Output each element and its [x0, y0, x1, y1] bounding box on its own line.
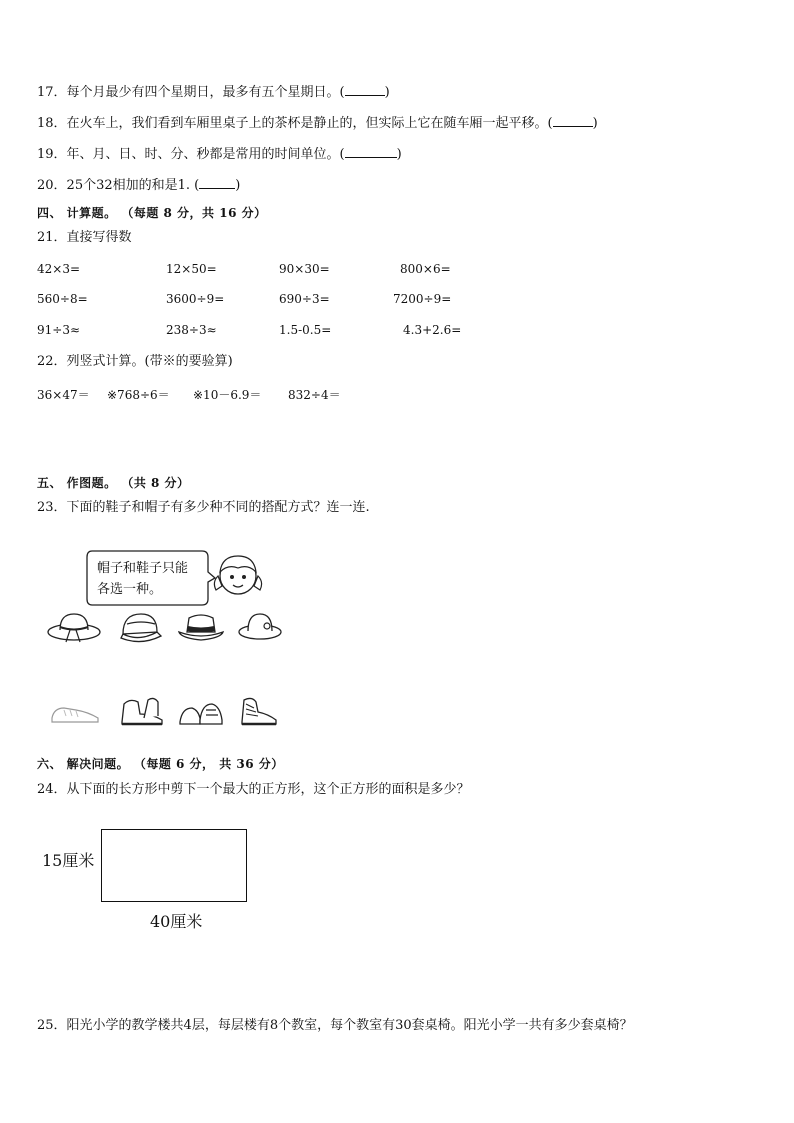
child-shoes-icon: [176, 696, 226, 728]
sun-hat-icon: [237, 608, 283, 642]
question-25: 25．阳光小学的教学楼共4层，每层楼有8个教室，每个教室有30套桌椅。阳光小学一共有多少套桌椅？: [37, 1018, 633, 1033]
rectangle-figure: [101, 829, 247, 902]
question-22: 22．列竖式计算。(带※的要验算): [37, 354, 233, 369]
calc-cell: 690÷3=: [279, 292, 330, 306]
high-top-shoes-icon: [236, 694, 280, 728]
section-4-title: 四、 计算题。 （每题 8 分，共 16 分）: [37, 206, 267, 220]
question-24: 24．从下面的长方形中剪下一个最大的正方形，这个正方形的面积是多少？: [37, 782, 470, 797]
calc-cell: 1.5-0.5=: [279, 323, 332, 337]
calc-cell: 42×3=: [37, 262, 81, 276]
question-18: 18．在火车上，我们看到车厢里桌子上的茶杯是静止的，但实际上它在随车厢一起平移。( ): [37, 116, 598, 131]
rect-width-label: 40厘米: [150, 912, 203, 931]
boot-icon: [118, 694, 168, 728]
vertical-calc: 832÷4＝: [288, 388, 341, 402]
vertical-calc: ※768÷6＝: [107, 388, 170, 402]
vertical-calc: 36×47＝: [37, 388, 90, 402]
cap-icon: [117, 608, 163, 644]
calc-cell: 4.3+2.6=: [403, 323, 462, 337]
question-17: 17．每个月最少有四个星期日，最多有五个星期日。( ): [37, 85, 390, 100]
question-19-text: 19．年、月、日、时、分、秒都是常用的时间单位。(: [37, 147, 345, 162]
section-6-title: 六、 解决问题。 （每题 6 分， 共 36 分）: [37, 757, 284, 771]
question-23: 23．下面的鞋子和帽子有多少种不同的搭配方式？连一连.: [37, 500, 370, 515]
question-20: 20．25个32相加的和是1. ( ): [37, 178, 241, 193]
answer-blank-18[interactable]: [553, 115, 593, 127]
question-17-text: 17．每个月最少有四个星期日，最多有五个星期日。(: [37, 85, 345, 100]
hat-icon: [46, 608, 102, 646]
answer-blank-19[interactable]: [345, 146, 397, 158]
calc-cell: 800×6=: [400, 262, 451, 276]
section-5-title: 五、 作图题。 （共 8 分）: [37, 476, 190, 490]
bubble-line-1: 帽子和鞋子只能: [97, 561, 189, 576]
answer-blank-20[interactable]: [199, 177, 235, 189]
calc-cell: 238÷3≈: [166, 323, 217, 337]
bubble-line-2: 各选一种。: [97, 582, 163, 597]
calc-cell: 91÷3≈: [37, 323, 81, 337]
calc-cell: 12×50=: [166, 262, 217, 276]
question-20-text: 20．25个32相加的和是1. (: [37, 178, 200, 193]
sneaker-icon: [48, 700, 102, 728]
fedora-icon: [177, 610, 225, 642]
question-19: 19．年、月、日、时、分、秒都是常用的时间单位。( ): [37, 147, 402, 162]
vertical-calc: ※10－6.9＝: [193, 388, 262, 402]
calc-cell: 7200÷9=: [393, 292, 452, 306]
question-18-text: 18．在火车上，我们看到车厢里桌子上的茶杯是静止的，但实际上它在随车厢一起平移。(: [37, 116, 553, 131]
question-21: 21．直接写得数: [37, 230, 132, 245]
girl-icon: [210, 546, 266, 602]
answer-blank-17[interactable]: [345, 84, 385, 96]
calc-cell: 3600÷9=: [166, 292, 225, 306]
rect-height-label: 15厘米: [42, 851, 95, 870]
calc-cell: 560÷8=: [37, 292, 88, 306]
calc-cell: 90×30=: [279, 262, 330, 276]
